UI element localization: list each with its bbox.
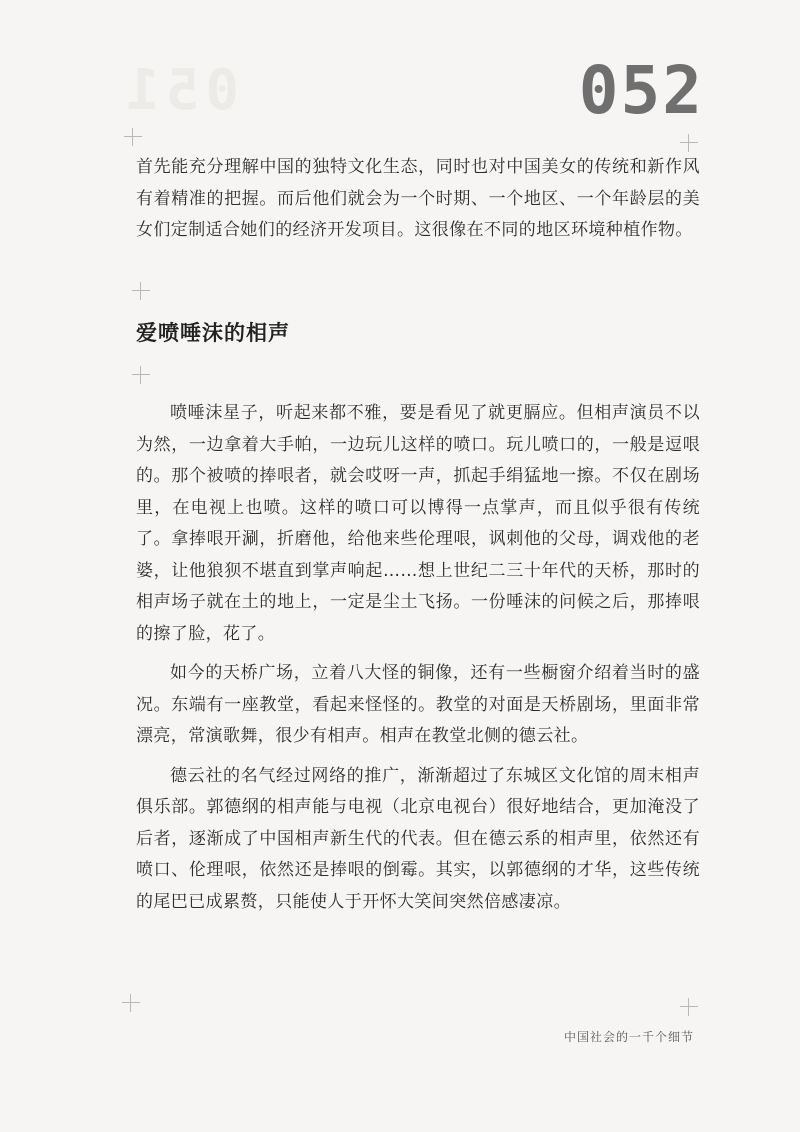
- running-footer: 中国社会的一千个细节: [563, 1030, 694, 1044]
- crop-mark-icon: [132, 366, 150, 384]
- crop-mark-icon: [680, 998, 698, 1016]
- bleed-through-page-number: 051: [120, 58, 240, 123]
- page-number: 052: [578, 52, 704, 129]
- section-body: [136, 398, 700, 926]
- crop-mark-icon: [124, 128, 142, 146]
- body-paragraph: 喷唾沫星子，听起来都不雅，要是看见了就更膈应。但相声演员不以为然，一边拿着大手帕，一边玩儿这样的喷口。玩儿喷口的，一般是逗哏的。那个被喷的捧哏者，就会哎呀一声，抓起手绢猛地一擦。不仅在剧场里，在电视上也喷。这样的喷口可以博得一点掌声，而且似乎很有传统了。拿捧哏开涮，折磨他，给他来些伦理哏，讽刺他的父母，调戏他的老婆，让他狼狈不堪直到掌声响起……想上世纪二三十年代的天桥，那时的相声场子就在土的地上，一定是尘土飞扬。一份唾沫的问候之后，那捧哏的擦了脸，花了。: [136, 403, 700, 644]
- crop-mark-icon: [680, 134, 698, 152]
- section-heading: 爱喷唾沫的相声: [136, 321, 290, 345]
- body-paragraph: 如今的天桥广场，立着八大怪的铜像，还有一些橱窗介绍着当时的盛况。东端有一座教堂，看起来怪怪的。教堂的对面是天桥剧场，里面非常漂亮，常演歌舞，很少有相声。相声在教堂北侧的德云社。: [136, 663, 700, 746]
- crop-mark-icon: [132, 282, 150, 300]
- intro-paragraph: 首先能充分理解中国的独特文化生态，同时也对中国美女的传统和新作风有着精准的把握。而后他们就会为一个时期、一个地区、一个年龄层的美女们定制适合她们的经济开发项目。这很像在不同的地区环境种植作物。: [136, 157, 700, 240]
- body-paragraph: 德云社的名气经过网络的推广，渐渐超过了东城区文化馆的周末相声俱乐部。郭德纲的相声能与电视（北京电视台）很好地结合，更加淹没了后者，逐渐成了中国相声新生代的代表。但在德云系的相声里，依然还有喷口、伦理哏，依然还是捧哏的倒霉。其实，以郭德纲的才华，这些传统的尾巴已成累赘，只能使人于开怀大笑间突然倍感凄凉。: [136, 765, 700, 912]
- crop-mark-icon: [122, 994, 140, 1012]
